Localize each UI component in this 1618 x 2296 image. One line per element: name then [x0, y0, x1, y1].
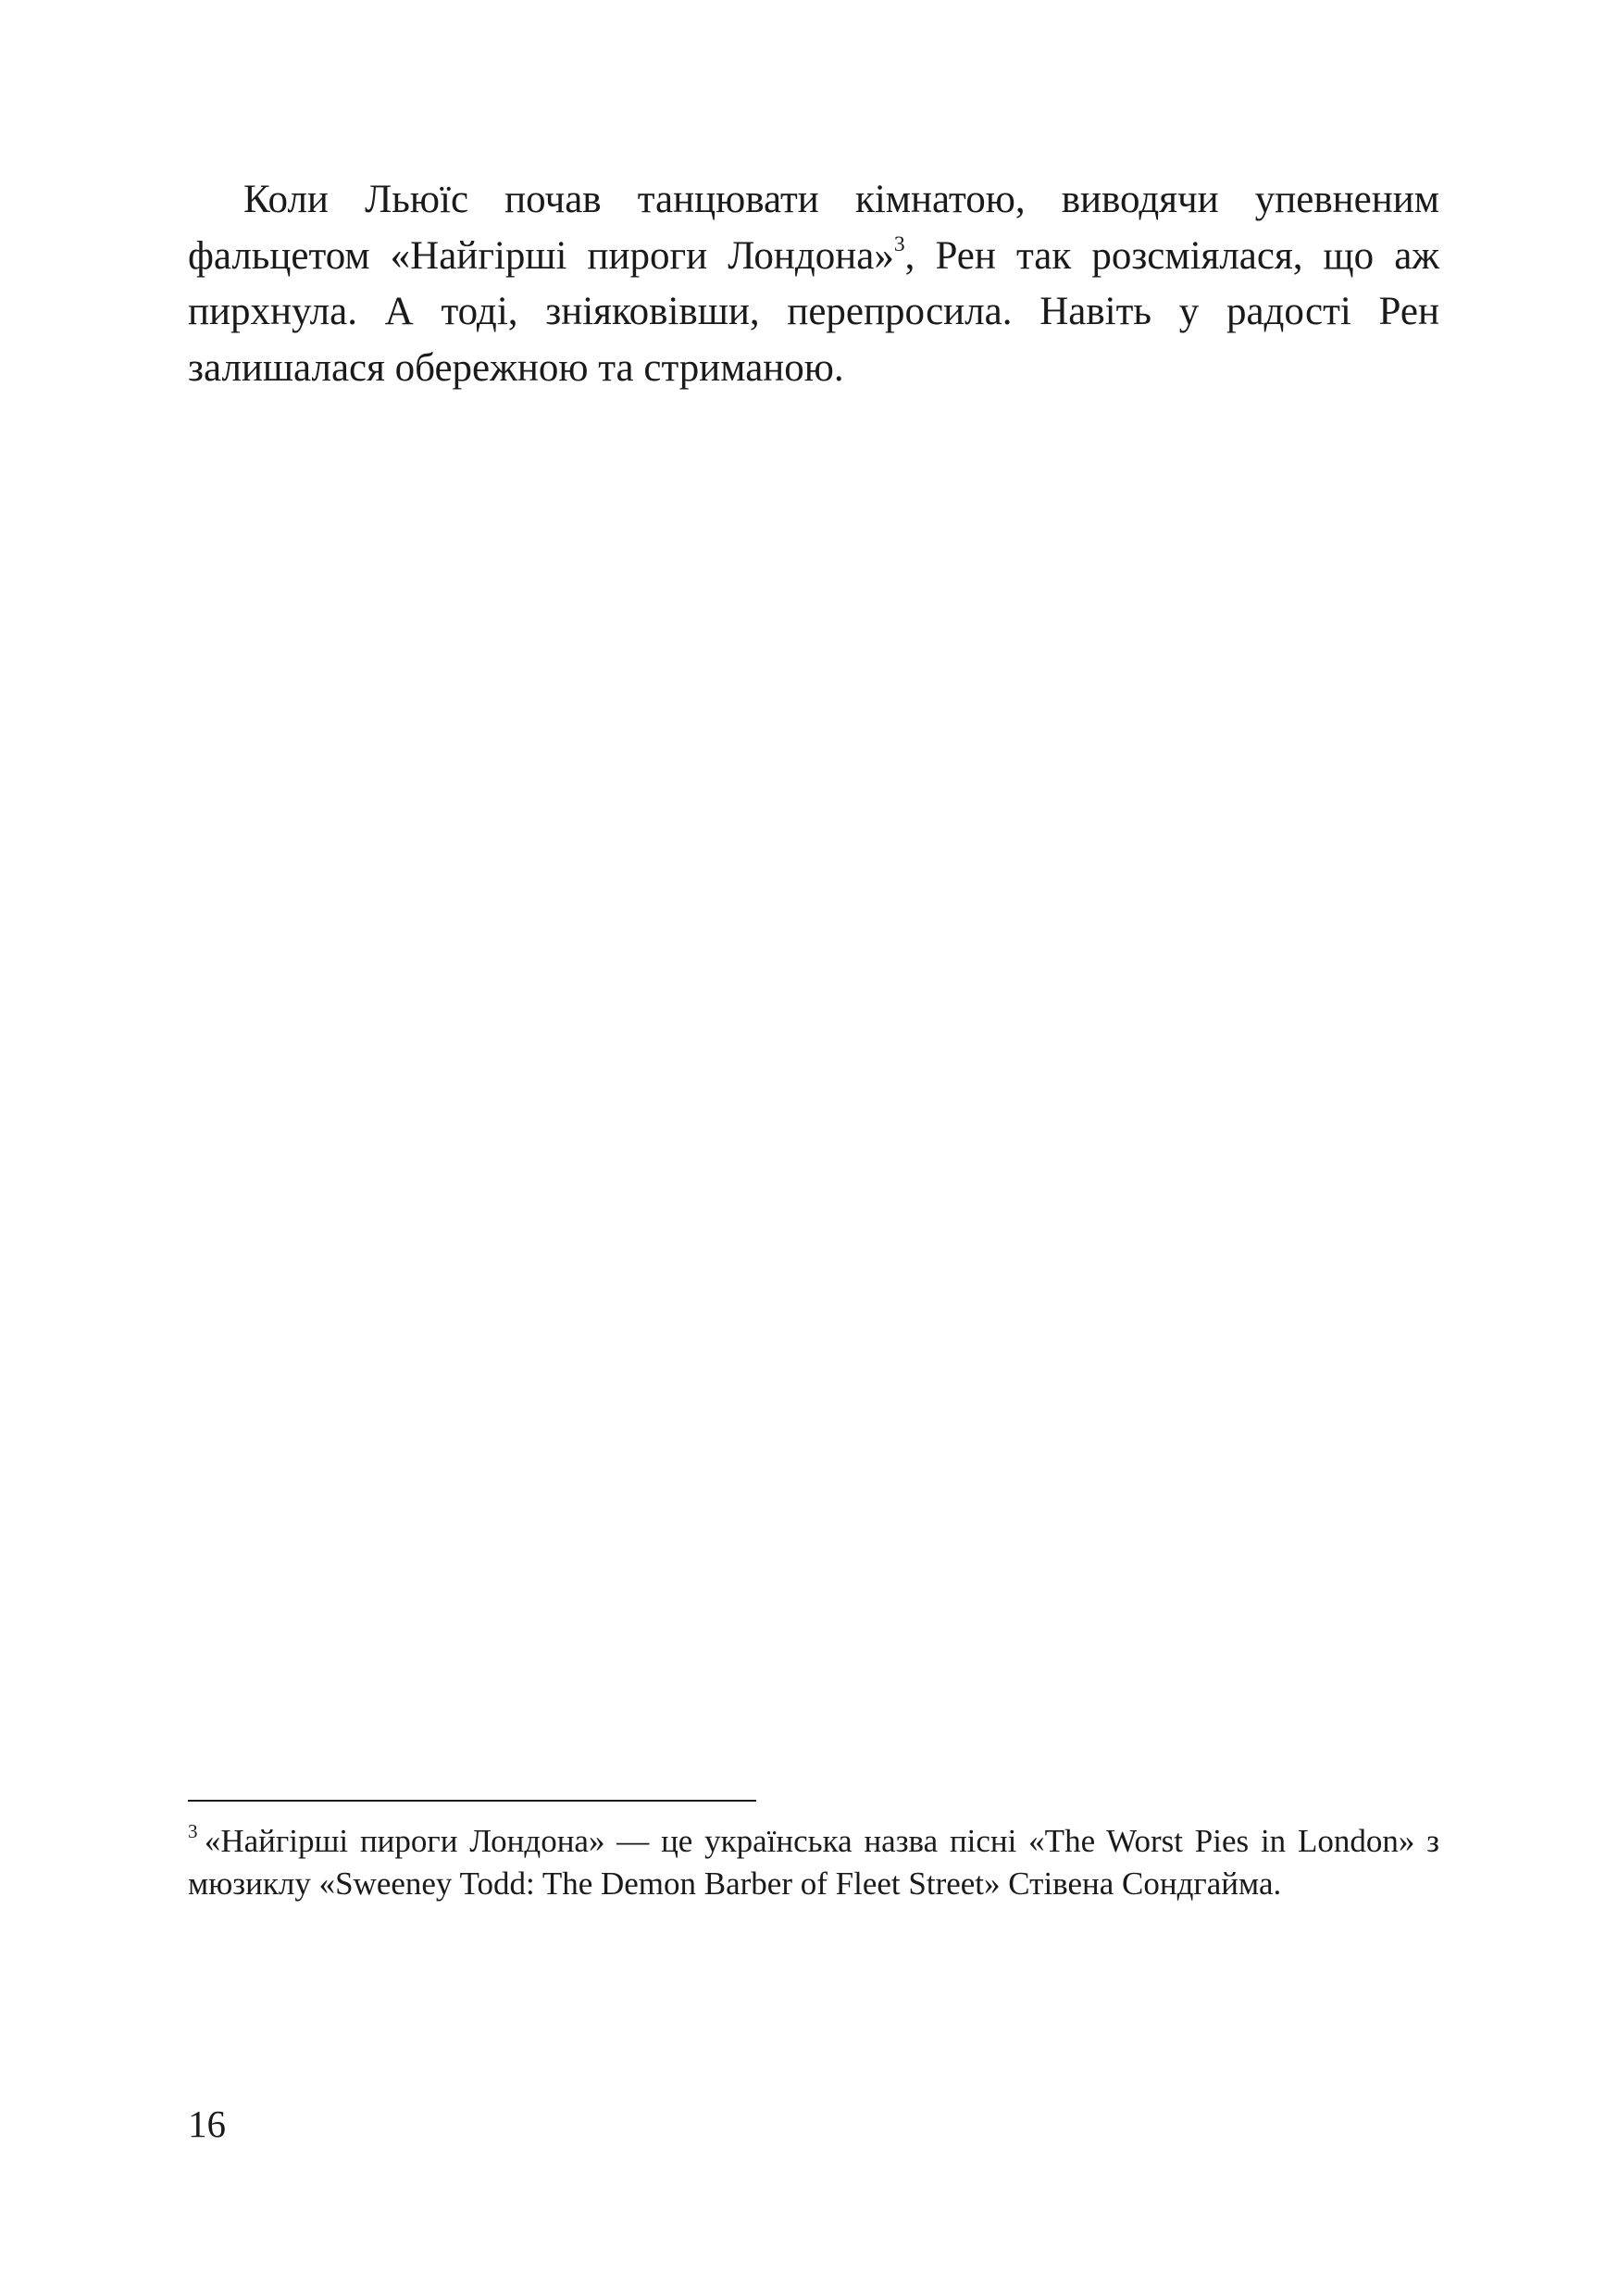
- page-number: 16: [188, 2103, 226, 2145]
- footnote-text: «Найгірші пироги Лондона» — це українська назва пісні «The Worst Pies in London» з мюзиклу «Sweeney Todd: The Demon Barber of Fleet Street» Стівена Сондгайма.: [188, 1823, 1439, 1902]
- footnote-separator: [188, 1800, 756, 1802]
- footnote-marker: 3: [188, 1820, 198, 1843]
- body-text-part-2: , Рен так розсміялася, що аж пирхнула. А тоді, зніяковівши, перепросила. Навіть у радості Рен залишалася обережною та стриманою.: [188, 233, 1439, 390]
- footnote: [188, 1820, 1439, 1905]
- footnote-reference[interactable]: 3: [893, 231, 905, 256]
- body-text-part-1: Коли Льюїс почав танцювати кімнатою, виводячи упевненим фальцетом «Найгірші пироги Лондона»: [188, 178, 1439, 278]
- body-paragraph: [188, 172, 1439, 396]
